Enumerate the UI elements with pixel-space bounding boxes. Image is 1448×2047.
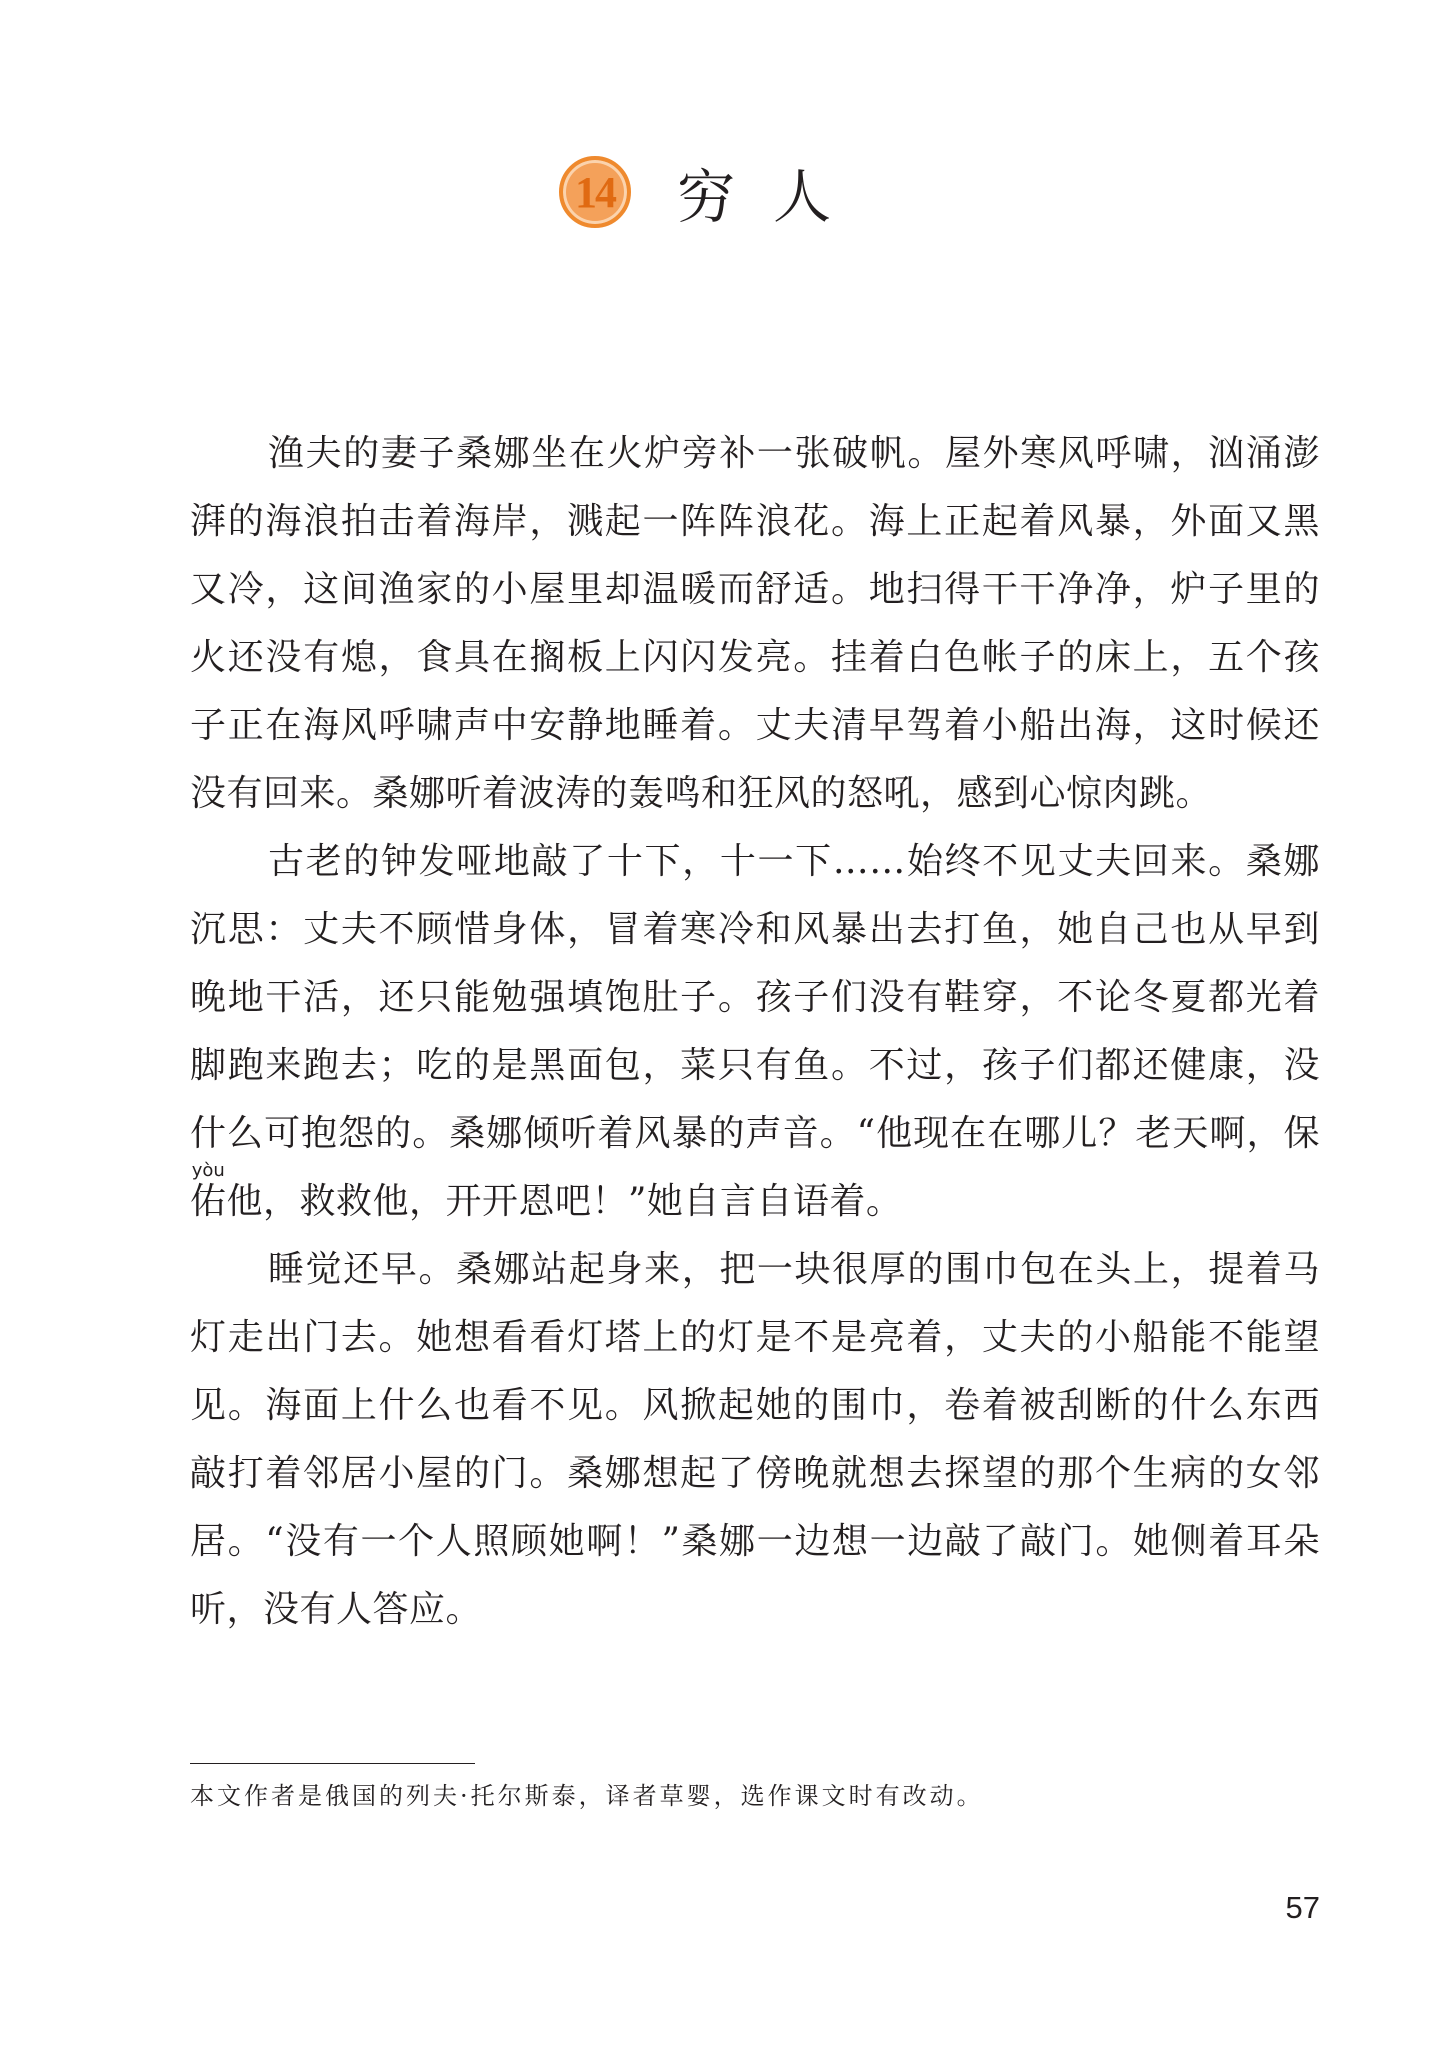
- paragraph-3: 睡觉还早。桑娜站起身来，把一块很厚的围巾包在头上，提着马灯走出门去。她想看看灯塔上的灯是不是亮着，丈夫的小船能不能望见。海面上什么也看不见。风掀起她的围巾，卷着被刮断的什么东西敲打着邻居小屋的门。桑娜想起了傍晚就想去探望的那个生病的女邻居。“没有一个人照顾她啊！”桑娜一边想一边敲了敲门。她侧着耳朵听，没有人答应。: [190, 1249, 1320, 1630]
- paragraph-2-text-a: 古老的钟发哑地敲了十下，十一下……始终不见丈夫回来。桑娜沉思：丈夫不顾惜身体，冒着寒冷和风暴出去打鱼，她自己也从早到晚地干活，还只能勉强填饱肚子。孩子们没有鞋穿，不论冬夏都光着脚跑来跑去；吃的是黑面包，菜只有鱼。不过，孩子们都还健康，没什么可抱怨的。桑娜倾听着风暴的声音。“他现在在哪儿？老天啊，保: [190, 841, 1320, 1154]
- lesson-title: 穷人: [676, 163, 869, 231]
- paragraph-2-text-b: 他，救救他，开开恩吧！”她自言自语着。: [226, 1181, 903, 1222]
- annotated-character: 佑: [190, 1181, 227, 1222]
- lesson-number-badge: 14: [559, 156, 631, 228]
- footnote-divider: [190, 1763, 475, 1764]
- lesson-body: [190, 420, 1320, 1644]
- pinyin-annotation: [190, 1160, 227, 1222]
- paragraph-1: 渔夫的妻子桑娜坐在火炉旁补一张破帆。屋外寒风呼啸，汹涌澎湃的海浪拍击着海岸，溅起一阵阵浪花。海上正起着风暴，外面又黑又冷，这间渔家的小屋里却温暖而舒适。地扫得干干净净，炉子里的火还没有熄，食具在搁板上闪闪发亮。挂着白色帐子的床上，五个孩子正在海风呼啸声中安静地睡着。丈夫清早驾着小船出海，这时候还没有回来。桑娜听着波涛的轰鸣和狂风的怒吼，感到心惊肉跳。: [190, 433, 1320, 814]
- paragraph-2: [190, 828, 1320, 1236]
- pinyin-label: yòu: [190, 1160, 227, 1181]
- page-number: 57: [1285, 1890, 1320, 1925]
- lesson-heading: [0, 142, 1448, 242]
- footnote: 本文作者是俄国的列夫·托尔斯泰，译者草婴，选作课文时有改动。: [190, 1782, 984, 1810]
